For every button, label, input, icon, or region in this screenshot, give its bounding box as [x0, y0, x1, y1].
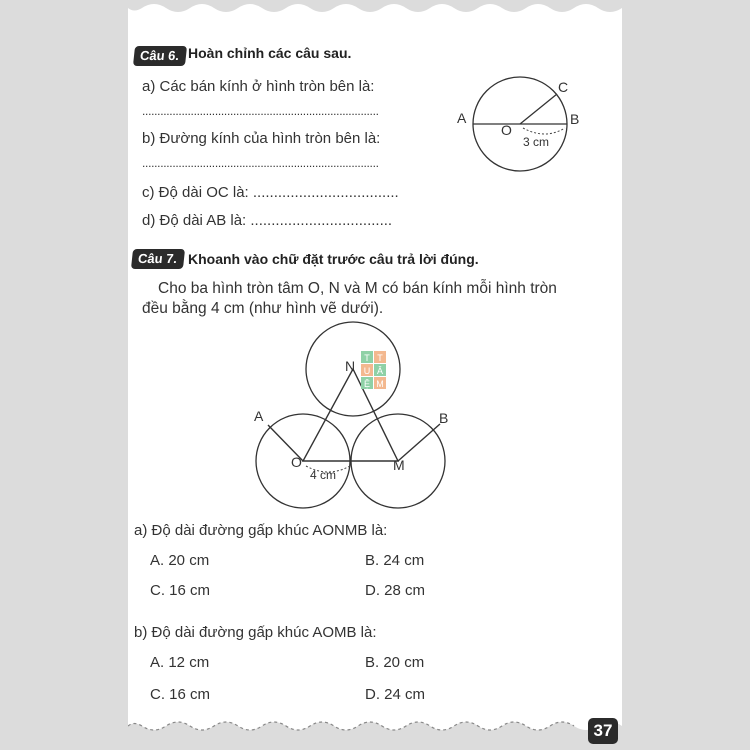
q7-watermark-logo: [361, 351, 386, 389]
q7b-question: b) Độ dài đường gấp khúc AOMB là:: [134, 624, 377, 641]
q7b-option-a[interactable]: A. 12 cm: [150, 654, 210, 671]
q6-label-b: B: [570, 111, 580, 127]
q6-part-b: b) Đường kính của hình tròn bên là:: [142, 130, 381, 147]
svg-text:Ệ: Ệ: [363, 379, 371, 389]
q6-dim-arc: [523, 128, 565, 134]
q7a-option-b[interactable]: B. 24 cm: [365, 552, 425, 569]
svg-text:Â: Â: [376, 366, 384, 376]
q7-intro-line1: Cho ba hình tròn tâm O, N và M có bán kính mỗi hình tròn: [158, 280, 557, 297]
q6-answer-line-b[interactable]: ..............................................................................: [142, 156, 379, 170]
q6-dim-label: 3 cm: [523, 135, 550, 149]
q7b-option-c[interactable]: C. 16 cm: [150, 686, 211, 703]
q6-part-a: a) Các bán kính ở hình tròn bên là:: [142, 78, 375, 95]
background-left: [0, 0, 128, 750]
page-number: 37: [588, 718, 618, 744]
q7a-option-a[interactable]: A. 20 cm: [150, 552, 210, 569]
q7-segment-mb: [398, 424, 440, 461]
svg-text:T: T: [377, 353, 383, 363]
q7-intro-line2: đều bằng 4 cm (như hình vẽ dưới).: [142, 300, 384, 317]
q7-label-b: B: [439, 410, 449, 426]
q7-dim-label: 4 cm: [310, 468, 337, 482]
q6-label-a: A: [457, 110, 467, 126]
q7a-option-c[interactable]: C. 16 cm: [150, 582, 211, 599]
q7-title: Khoanh vào chữ đặt trước câu trả lời đúng.: [188, 251, 479, 267]
background-right: [622, 0, 750, 750]
q7-label-o: O: [291, 454, 302, 470]
q6-badge: Câu 6.: [133, 46, 187, 66]
q7b-option-b[interactable]: B. 20 cm: [365, 654, 425, 671]
q6-title: Hoàn chỉnh các câu sau.: [188, 45, 352, 61]
q6-part-c[interactable]: c) Độ dài OC là: ...................................: [142, 184, 399, 201]
q7-badge: Câu 7.: [131, 249, 185, 269]
top-wave-border: [128, 0, 622, 20]
q7b-option-d[interactable]: D. 24 cm: [365, 686, 426, 703]
svg-text:M: M: [376, 379, 384, 389]
q7a-question: a) Độ dài đường gấp khúc AONMB là:: [134, 522, 388, 539]
q7-label-n: N: [345, 358, 356, 374]
q7-label-m: M: [393, 457, 405, 473]
q7-circles-figure: [240, 320, 470, 520]
bottom-wave-border: [128, 712, 622, 750]
q7-label-a: A: [254, 408, 264, 424]
svg-text:U: U: [363, 366, 371, 376]
q6-part-d[interactable]: d) Độ dài AB là: ..................................: [142, 212, 393, 229]
q6-label-c: C: [558, 79, 569, 95]
svg-text:T: T: [364, 353, 370, 363]
q6-radius-oc: [520, 94, 557, 124]
q7a-option-d[interactable]: D. 28 cm: [365, 582, 426, 599]
q6-answer-line-a[interactable]: ..............................................................................: [142, 104, 379, 118]
q6-label-o: O: [501, 122, 512, 138]
q6-circle-figure: [445, 72, 595, 182]
